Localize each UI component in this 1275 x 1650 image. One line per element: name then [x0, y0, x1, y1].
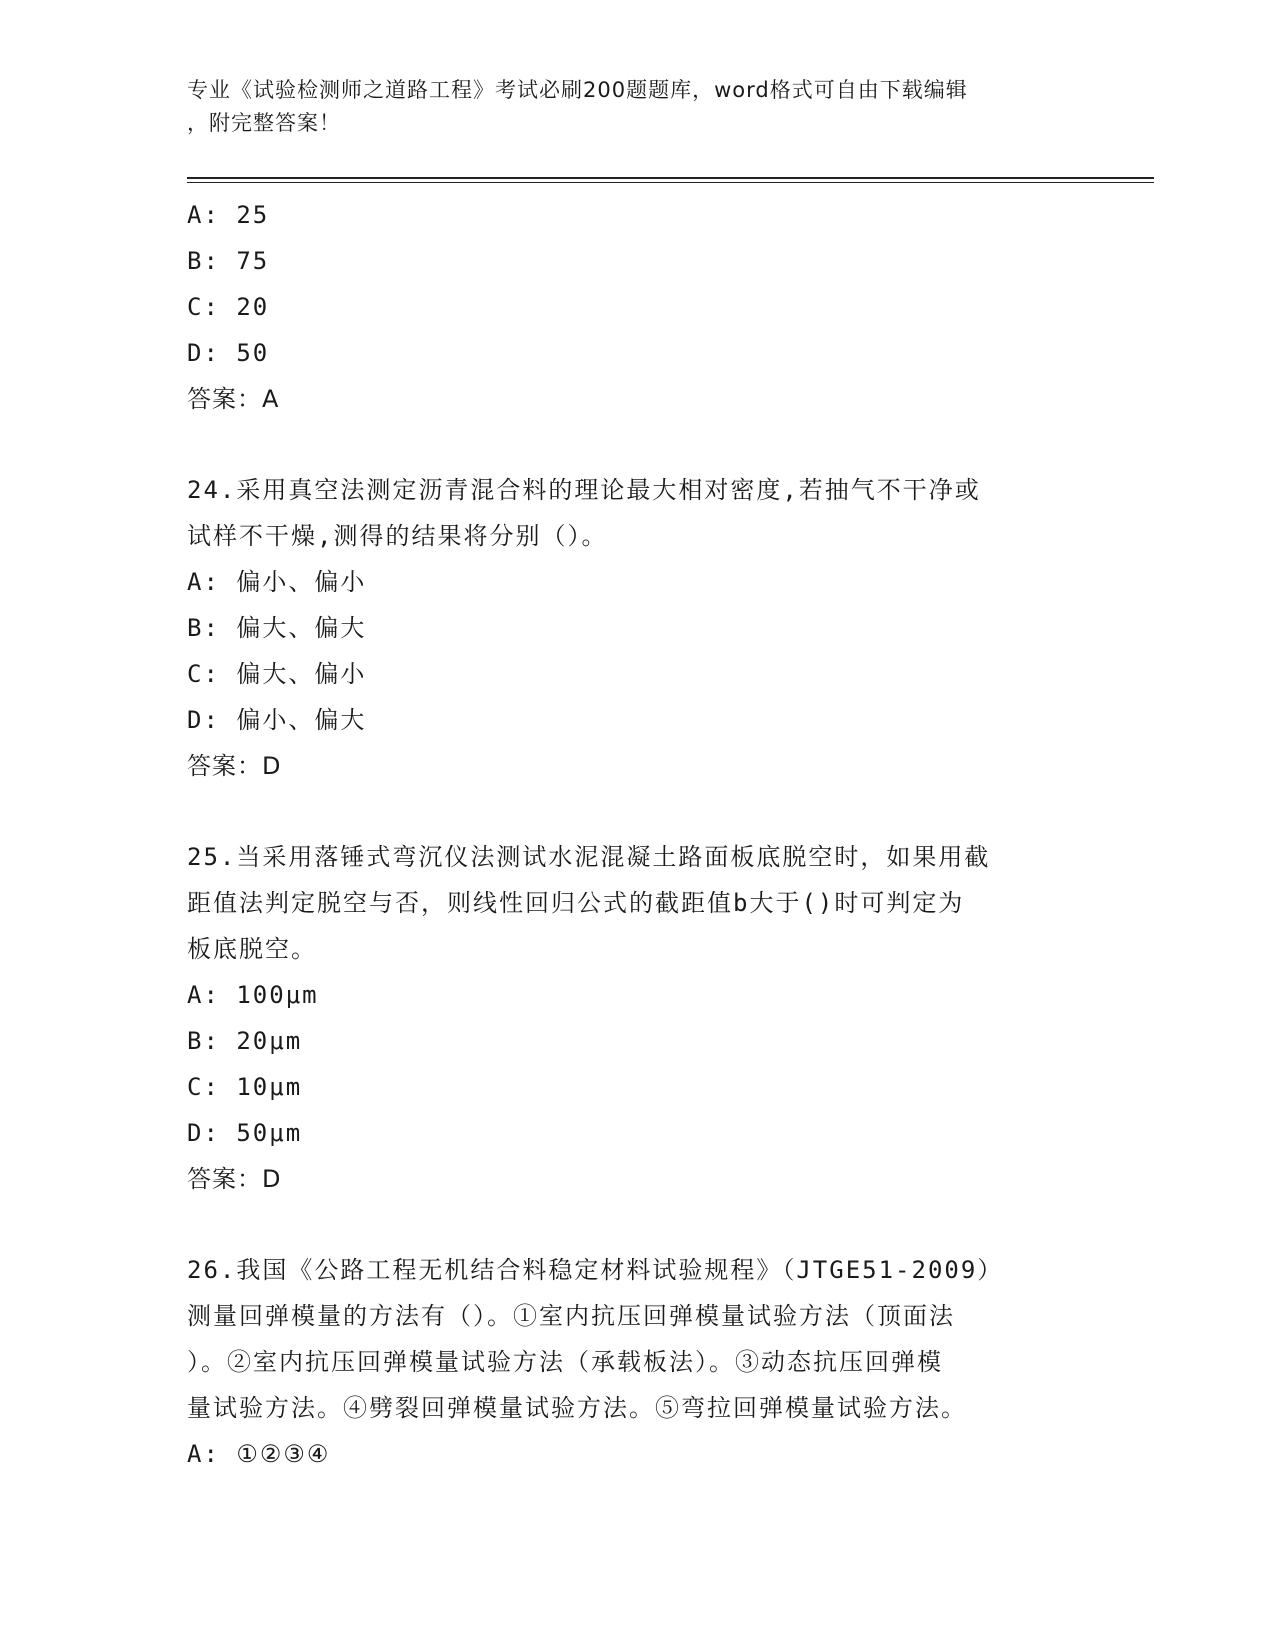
option-a: A: ①②③④ [187, 1440, 331, 1468]
option-b: B: 75 [187, 247, 270, 275]
header-rule-thin [187, 182, 1154, 183]
question-text-line: 测量回弹模量的方法有（）。①室内抗压回弹模量试验方法（顶面法 [187, 1302, 955, 1330]
option-a: A: 25 [187, 201, 270, 229]
answer: 答案：D [187, 752, 282, 780]
question-text-line: ）。②室内抗压回弹模量试验方法（承载板法）。③动态抗压回弹模 [187, 1348, 943, 1376]
question-text-line: 板底脱空。 [187, 935, 317, 963]
question-text-line: 26.我国《公路工程无机结合料稳定材料试验规程》（JTGE51-2009） [187, 1256, 1004, 1284]
option-a: A: 偏小、偏小 [187, 568, 367, 596]
document-header [187, 74, 1087, 140]
option-c: C: 20 [187, 293, 270, 321]
option-c: C: 偏大、偏小 [187, 660, 367, 688]
answer: 答案：A [187, 385, 280, 413]
option-d: D: 偏小、偏大 [187, 706, 367, 734]
header-line-1: 专业《试验检测师之道路工程》考试必刷200题题库，word格式可自由下载编辑 [187, 78, 968, 102]
question-text-line: 24.采用真空法测定沥青混合料的理论最大相对密度,若抽气不干净或 [187, 476, 981, 504]
question-24 [187, 467, 1087, 789]
option-d: D: 50 [187, 339, 270, 367]
header-rule-thick [187, 177, 1154, 179]
header-line-2: ，附完整答案！ [187, 111, 341, 135]
question-25 [187, 834, 1087, 1202]
option-c: C: 10μm [187, 1073, 303, 1101]
question-text-line: 试样不干燥,测得的结果将分别（）。 [187, 522, 608, 550]
option-d: D: 50μm [187, 1119, 303, 1147]
question-23 [187, 192, 1087, 422]
option-a: A: 100μm [187, 981, 319, 1009]
document-body [187, 192, 1087, 1477]
option-b: B: 20μm [187, 1027, 303, 1055]
question-26 [187, 1247, 1087, 1477]
question-text-line: 距值法判定脱空与否，则线性回归公式的截距值b大于()时可判定为 [187, 889, 965, 917]
question-text-line: 量试验方法。④劈裂回弹模量试验方法。⑤弯拉回弹模量试验方法。 [187, 1394, 967, 1422]
option-b: B: 偏大、偏大 [187, 614, 367, 642]
question-text-line: 25.当采用落锤式弯沉仪法测试水泥混凝土路面板底脱空时，如果用截 [187, 843, 991, 871]
answer: 答案：D [187, 1165, 282, 1193]
